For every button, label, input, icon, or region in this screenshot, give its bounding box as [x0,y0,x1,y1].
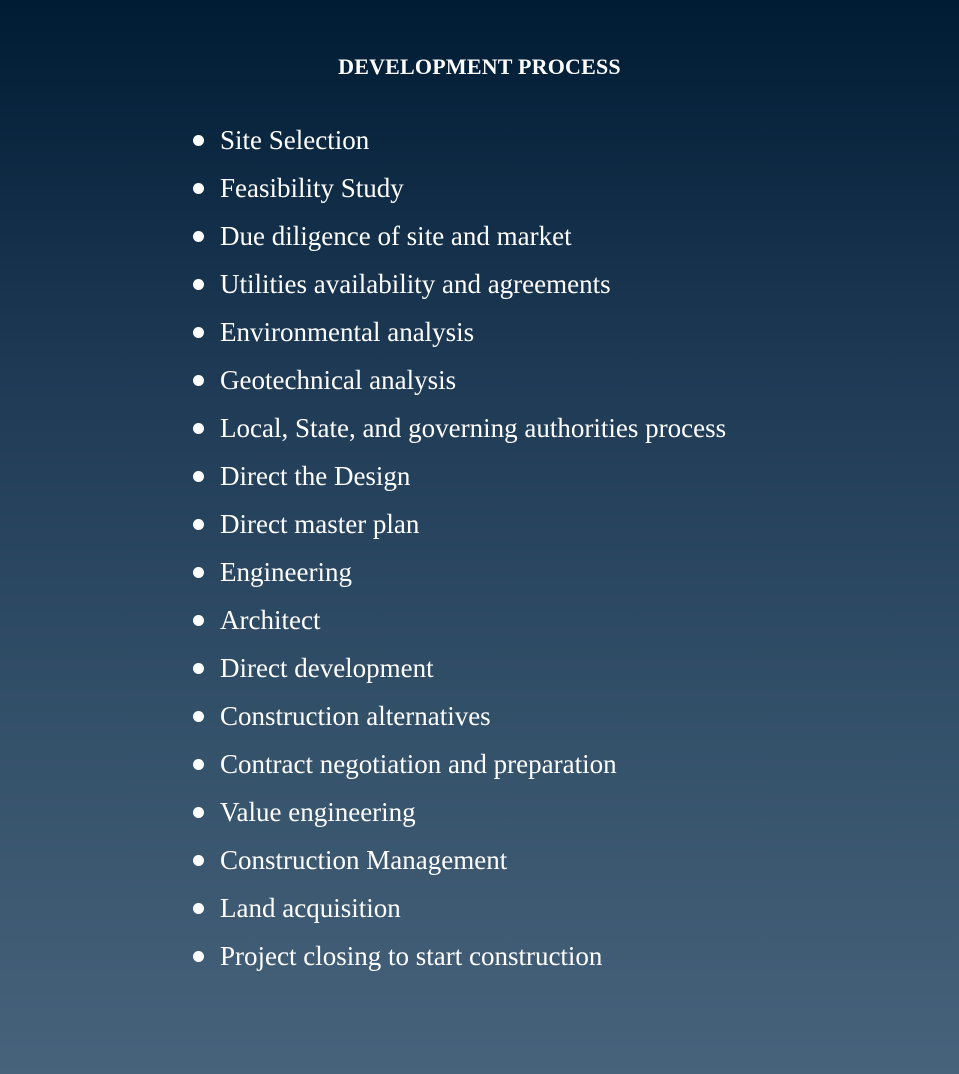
list-item-label: Construction Management [220,844,508,875]
list-item-label: Engineering [220,556,352,587]
list-item-label: Geotechnical analysis [220,364,457,395]
list-item-architect [190,596,726,644]
list-item-authorities-process [190,404,726,452]
bullet-icon [193,327,204,338]
bullet-icon [193,903,204,914]
bullet-icon [193,615,204,626]
page-title: DEVELOPMENT PROCESS [338,54,621,79]
list-item-label: Utilities availability and agreements [220,268,611,299]
list-item-label: Direct the Design [220,460,411,491]
bullet-icon [193,471,204,482]
list-item-due-diligence [190,212,726,260]
list-item-label: Local, State, and governing authorities process [220,412,727,443]
list-item-geotechnical-analysis [190,356,726,404]
bullet-icon [193,663,204,674]
list-item-utilities [190,260,726,308]
list-item-environmental-analysis [190,308,726,356]
bullet-icon [193,711,204,722]
bullet-icon [193,567,204,578]
list-item-direct-development [190,644,726,692]
list-item-label: Construction alternatives [220,700,491,731]
bullet-icon [193,855,204,866]
list-item-label: Site Selection [220,124,370,155]
list-item-construction-management [190,836,726,884]
list-item-label: Project closing to start construction [220,940,603,971]
list-item-contract-negotiation [190,740,726,788]
process-list [190,116,726,980]
bullet-icon [193,423,204,434]
list-item-feasibility-study [190,164,726,212]
bullet-icon [193,375,204,386]
bullet-icon [193,951,204,962]
bullet-icon [193,279,204,290]
list-item-land-acquisition [190,884,726,932]
bullet-icon [193,759,204,770]
bullet-icon [193,519,204,530]
list-item-label: Direct master plan [220,508,420,539]
bullet-icon [193,183,204,194]
list-item-direct-master-plan [190,500,726,548]
list-item-label: Land acquisition [220,892,401,923]
list-item-label: Due diligence of site and market [220,220,572,251]
list-item-label: Environmental analysis [220,316,475,347]
list-item-project-closing [190,932,726,980]
list-item-site-selection [190,116,726,164]
list-item-label: Contract negotiation and preparation [220,748,617,779]
list-item-label: Direct development [220,652,434,683]
bullet-icon [193,807,204,818]
bullet-icon [193,231,204,242]
list-item-label: Feasibility Study [220,172,404,203]
list-item-construction-alternatives [190,692,726,740]
list-item-label: Architect [220,604,321,635]
bullet-icon [193,135,204,146]
list-item-value-engineering [190,788,726,836]
list-item-engineering [190,548,726,596]
list-item-direct-design [190,452,726,500]
list-item-label: Value engineering [220,796,416,827]
